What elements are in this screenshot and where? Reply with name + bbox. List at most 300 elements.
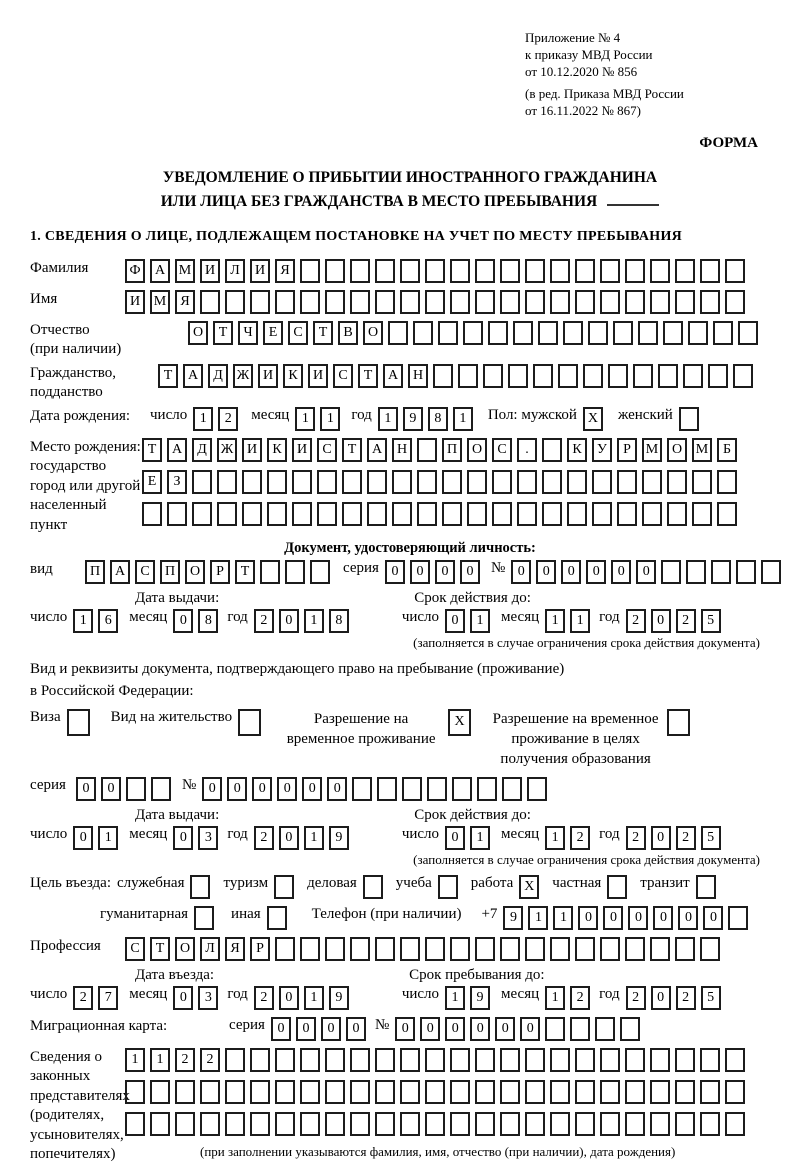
char-cell[interactable] xyxy=(433,364,453,388)
char-cell[interactable] xyxy=(625,1048,645,1072)
char-cell[interactable]: 0 xyxy=(252,777,272,801)
char-cell[interactable] xyxy=(642,502,662,526)
char-cell[interactable] xyxy=(700,1048,720,1072)
char-cell[interactable] xyxy=(550,1080,570,1104)
char-cell[interactable]: 0 xyxy=(628,906,648,930)
char-cell[interactable] xyxy=(600,259,620,283)
char-cell[interactable] xyxy=(725,1080,745,1104)
char-cell[interactable] xyxy=(325,1048,345,1072)
char-cell[interactable] xyxy=(400,1080,420,1104)
char-cell[interactable] xyxy=(400,1048,420,1072)
char-cell[interactable]: 2 xyxy=(570,826,590,850)
char-cell[interactable]: 1 xyxy=(295,407,315,431)
char-cell[interactable]: 0 xyxy=(76,777,96,801)
char-cell[interactable]: 0 xyxy=(536,560,556,584)
char-cell[interactable] xyxy=(325,1112,345,1136)
char-cell[interactable]: И xyxy=(242,438,262,462)
char-cell[interactable]: Т xyxy=(142,438,162,462)
char-cell[interactable]: 1 xyxy=(304,609,324,633)
char-cell[interactable]: 0 xyxy=(445,1017,465,1041)
char-cell[interactable]: 2 xyxy=(254,986,274,1010)
char-cell[interactable]: 0 xyxy=(173,986,193,1010)
char-cell[interactable]: 0 xyxy=(173,826,193,850)
char-cell[interactable]: Ж xyxy=(233,364,253,388)
char-cell[interactable] xyxy=(458,364,478,388)
char-cell[interactable] xyxy=(675,290,695,314)
char-cell[interactable] xyxy=(367,502,387,526)
char-cell[interactable]: Т xyxy=(150,937,170,961)
char-cell[interactable] xyxy=(728,906,748,930)
char-cell[interactable]: 0 xyxy=(651,609,671,633)
char-cell[interactable] xyxy=(450,937,470,961)
char-cell[interactable] xyxy=(300,937,320,961)
char-cell[interactable] xyxy=(375,1080,395,1104)
char-cell[interactable]: 2 xyxy=(175,1048,195,1072)
char-cell[interactable] xyxy=(650,290,670,314)
char-cell[interactable] xyxy=(151,777,171,801)
char-cell[interactable]: 2 xyxy=(626,609,646,633)
char-cell[interactable] xyxy=(300,290,320,314)
char-cell[interactable] xyxy=(300,1112,320,1136)
char-cell[interactable] xyxy=(708,364,728,388)
char-cell[interactable] xyxy=(661,560,681,584)
char-cell[interactable] xyxy=(492,502,512,526)
char-cell[interactable]: Н xyxy=(392,438,412,462)
char-cell[interactable] xyxy=(325,937,345,961)
char-cell[interactable]: 1 xyxy=(150,1048,170,1072)
char-cell[interactable]: 3 xyxy=(198,826,218,850)
char-cell[interactable] xyxy=(150,1080,170,1104)
char-cell[interactable]: Н xyxy=(408,364,428,388)
char-cell[interactable]: 0 xyxy=(385,560,405,584)
char-cell[interactable] xyxy=(377,777,397,801)
char-cell[interactable]: О xyxy=(667,438,687,462)
char-cell[interactable]: 0 xyxy=(636,560,656,584)
char-cell[interactable]: М xyxy=(692,438,712,462)
char-cell[interactable]: 2 xyxy=(570,986,590,1010)
char-cell[interactable]: И xyxy=(292,438,312,462)
char-cell[interactable]: 0 xyxy=(511,560,531,584)
char-cell[interactable] xyxy=(425,1112,445,1136)
char-cell[interactable]: 0 xyxy=(420,1017,440,1041)
char-cell[interactable] xyxy=(613,321,633,345)
char-cell[interactable]: 1 xyxy=(553,906,573,930)
char-cell[interactable] xyxy=(260,560,280,584)
char-cell[interactable]: 3 xyxy=(198,986,218,1010)
char-cell[interactable] xyxy=(225,1080,245,1104)
char-cell[interactable] xyxy=(633,364,653,388)
char-cell[interactable] xyxy=(275,937,295,961)
char-cell[interactable]: Ф xyxy=(125,259,145,283)
char-cell[interactable]: 2 xyxy=(254,609,274,633)
char-cell[interactable] xyxy=(450,1048,470,1072)
char-cell[interactable] xyxy=(217,470,237,494)
char-cell[interactable] xyxy=(225,1048,245,1072)
char-cell[interactable] xyxy=(533,364,553,388)
char-cell[interactable] xyxy=(275,290,295,314)
char-cell[interactable] xyxy=(267,470,287,494)
char-cell[interactable] xyxy=(667,502,687,526)
char-cell[interactable] xyxy=(425,259,445,283)
char-cell[interactable]: С xyxy=(492,438,512,462)
char-cell[interactable]: 5 xyxy=(701,609,721,633)
char-cell[interactable]: 0 xyxy=(101,777,121,801)
char-cell[interactable] xyxy=(650,937,670,961)
char-cell[interactable] xyxy=(292,470,312,494)
char-cell[interactable] xyxy=(700,259,720,283)
char-cell[interactable] xyxy=(402,777,422,801)
char-cell[interactable] xyxy=(620,1017,640,1041)
char-cell[interactable]: К xyxy=(567,438,587,462)
char-cell[interactable] xyxy=(575,1112,595,1136)
char-cell[interactable] xyxy=(738,321,758,345)
char-cell[interactable] xyxy=(250,1112,270,1136)
char-cell[interactable] xyxy=(350,259,370,283)
char-cell[interactable] xyxy=(500,290,520,314)
char-cell[interactable] xyxy=(517,470,537,494)
char-cell[interactable] xyxy=(242,502,262,526)
char-cell[interactable] xyxy=(650,259,670,283)
char-cell[interactable] xyxy=(527,777,547,801)
char-cell[interactable]: 1 xyxy=(193,407,213,431)
char-cell[interactable] xyxy=(192,470,212,494)
char-cell[interactable] xyxy=(567,470,587,494)
char-cell[interactable]: Т xyxy=(313,321,333,345)
char-cell[interactable]: Ж xyxy=(217,438,237,462)
char-cell[interactable] xyxy=(500,1048,520,1072)
char-cell[interactable] xyxy=(575,1080,595,1104)
char-cell[interactable] xyxy=(675,1080,695,1104)
char-cell[interactable] xyxy=(67,709,90,736)
char-cell[interactable] xyxy=(413,321,433,345)
char-cell[interactable] xyxy=(292,502,312,526)
char-cell[interactable] xyxy=(300,259,320,283)
char-cell[interactable] xyxy=(525,1112,545,1136)
char-cell[interactable] xyxy=(217,502,237,526)
char-cell[interactable]: П xyxy=(442,438,462,462)
char-cell[interactable] xyxy=(450,1112,470,1136)
char-cell[interactable] xyxy=(475,1048,495,1072)
char-cell[interactable] xyxy=(558,364,578,388)
char-cell[interactable] xyxy=(725,1048,745,1072)
char-cell[interactable] xyxy=(717,502,737,526)
char-cell[interactable] xyxy=(502,777,522,801)
char-cell[interactable] xyxy=(550,259,570,283)
char-cell[interactable]: Т xyxy=(158,364,178,388)
char-cell[interactable] xyxy=(563,321,583,345)
char-cell[interactable] xyxy=(675,1112,695,1136)
char-cell[interactable] xyxy=(700,1112,720,1136)
char-cell[interactable]: М xyxy=(642,438,662,462)
char-cell[interactable]: X xyxy=(448,709,471,736)
char-cell[interactable]: 0 xyxy=(346,1017,366,1041)
char-cell[interactable] xyxy=(617,502,637,526)
char-cell[interactable] xyxy=(600,1048,620,1072)
char-cell[interactable]: 9 xyxy=(329,826,349,850)
char-cell[interactable]: Я xyxy=(175,290,195,314)
char-cell[interactable] xyxy=(675,1048,695,1072)
char-cell[interactable] xyxy=(736,560,756,584)
char-cell[interactable] xyxy=(761,560,781,584)
char-cell[interactable] xyxy=(275,1048,295,1072)
char-cell[interactable] xyxy=(452,777,472,801)
char-cell[interactable]: 1 xyxy=(545,609,565,633)
char-cell[interactable]: С xyxy=(317,438,337,462)
char-cell[interactable] xyxy=(175,1080,195,1104)
char-cell[interactable] xyxy=(542,438,562,462)
char-cell[interactable] xyxy=(725,259,745,283)
char-cell[interactable]: А xyxy=(383,364,403,388)
char-cell[interactable] xyxy=(225,290,245,314)
char-cell[interactable] xyxy=(550,290,570,314)
char-cell[interactable]: 0 xyxy=(460,560,480,584)
char-cell[interactable] xyxy=(242,470,262,494)
char-cell[interactable] xyxy=(375,259,395,283)
char-cell[interactable] xyxy=(425,290,445,314)
char-cell[interactable]: X xyxy=(519,875,539,899)
char-cell[interactable]: 1 xyxy=(470,826,490,850)
char-cell[interactable]: 0 xyxy=(651,826,671,850)
char-cell[interactable] xyxy=(725,290,745,314)
char-cell[interactable]: 0 xyxy=(410,560,430,584)
char-cell[interactable] xyxy=(592,470,612,494)
char-cell[interactable] xyxy=(525,1080,545,1104)
char-cell[interactable] xyxy=(467,502,487,526)
char-cell[interactable] xyxy=(638,321,658,345)
char-cell[interactable]: 2 xyxy=(626,826,646,850)
char-cell[interactable] xyxy=(675,937,695,961)
char-cell[interactable]: 2 xyxy=(676,986,696,1010)
char-cell[interactable]: 0 xyxy=(603,906,623,930)
char-cell[interactable] xyxy=(696,875,716,899)
char-cell[interactable]: 0 xyxy=(202,777,222,801)
char-cell[interactable]: 0 xyxy=(227,777,247,801)
char-cell[interactable] xyxy=(350,937,370,961)
char-cell[interactable]: X xyxy=(583,407,603,431)
char-cell[interactable] xyxy=(567,502,587,526)
char-cell[interactable] xyxy=(625,1112,645,1136)
char-cell[interactable] xyxy=(463,321,483,345)
char-cell[interactable]: 8 xyxy=(198,609,218,633)
char-cell[interactable] xyxy=(392,470,412,494)
char-cell[interactable]: А xyxy=(367,438,387,462)
char-cell[interactable]: 1 xyxy=(73,609,93,633)
char-cell[interactable] xyxy=(392,502,412,526)
char-cell[interactable] xyxy=(475,1080,495,1104)
char-cell[interactable] xyxy=(663,321,683,345)
char-cell[interactable]: 0 xyxy=(651,986,671,1010)
char-cell[interactable]: 2 xyxy=(254,826,274,850)
char-cell[interactable]: 0 xyxy=(470,1017,490,1041)
char-cell[interactable]: 1 xyxy=(545,826,565,850)
char-cell[interactable] xyxy=(400,259,420,283)
char-cell[interactable] xyxy=(700,290,720,314)
char-cell[interactable] xyxy=(425,1048,445,1072)
char-cell[interactable] xyxy=(700,937,720,961)
char-cell[interactable] xyxy=(125,1080,145,1104)
char-cell[interactable]: С xyxy=(288,321,308,345)
char-cell[interactable]: 0 xyxy=(586,560,606,584)
char-cell[interactable] xyxy=(575,290,595,314)
char-cell[interactable]: А xyxy=(150,259,170,283)
char-cell[interactable] xyxy=(475,937,495,961)
char-cell[interactable] xyxy=(692,502,712,526)
char-cell[interactable] xyxy=(483,364,503,388)
char-cell[interactable]: 2 xyxy=(200,1048,220,1072)
char-cell[interactable] xyxy=(575,1048,595,1072)
char-cell[interactable]: И xyxy=(308,364,328,388)
char-cell[interactable] xyxy=(688,321,708,345)
char-cell[interactable]: 2 xyxy=(218,407,238,431)
char-cell[interactable] xyxy=(683,364,703,388)
char-cell[interactable] xyxy=(525,1048,545,1072)
char-cell[interactable]: 8 xyxy=(428,407,448,431)
char-cell[interactable]: Т xyxy=(235,560,255,584)
char-cell[interactable]: А xyxy=(110,560,130,584)
char-cell[interactable] xyxy=(717,470,737,494)
char-cell[interactable] xyxy=(588,321,608,345)
char-cell[interactable]: 9 xyxy=(403,407,423,431)
char-cell[interactable]: Р xyxy=(617,438,637,462)
char-cell[interactable]: О xyxy=(363,321,383,345)
char-cell[interactable] xyxy=(375,1112,395,1136)
char-cell[interactable]: 1 xyxy=(445,986,465,1010)
char-cell[interactable] xyxy=(538,321,558,345)
char-cell[interactable] xyxy=(575,937,595,961)
char-cell[interactable] xyxy=(417,502,437,526)
char-cell[interactable] xyxy=(250,1048,270,1072)
char-cell[interactable] xyxy=(352,777,372,801)
char-cell[interactable]: С xyxy=(135,560,155,584)
char-cell[interactable]: А xyxy=(167,438,187,462)
char-cell[interactable] xyxy=(679,407,699,431)
char-cell[interactable]: 5 xyxy=(701,826,721,850)
char-cell[interactable]: К xyxy=(267,438,287,462)
char-cell[interactable] xyxy=(686,560,706,584)
char-cell[interactable]: 1 xyxy=(320,407,340,431)
char-cell[interactable]: 2 xyxy=(676,609,696,633)
char-cell[interactable] xyxy=(667,709,690,736)
char-cell[interactable] xyxy=(267,502,287,526)
char-cell[interactable] xyxy=(238,709,261,736)
char-cell[interactable]: 0 xyxy=(73,826,93,850)
char-cell[interactable]: У xyxy=(592,438,612,462)
char-cell[interactable] xyxy=(733,364,753,388)
char-cell[interactable]: Я xyxy=(225,937,245,961)
char-cell[interactable] xyxy=(608,364,628,388)
char-cell[interactable] xyxy=(126,777,146,801)
char-cell[interactable]: 0 xyxy=(578,906,598,930)
char-cell[interactable] xyxy=(725,1112,745,1136)
char-cell[interactable] xyxy=(417,470,437,494)
char-cell[interactable] xyxy=(375,1048,395,1072)
char-cell[interactable] xyxy=(500,1112,520,1136)
char-cell[interactable]: Д xyxy=(208,364,228,388)
char-cell[interactable]: Р xyxy=(250,937,270,961)
char-cell[interactable]: 9 xyxy=(470,986,490,1010)
char-cell[interactable] xyxy=(542,502,562,526)
char-cell[interactable] xyxy=(350,1048,370,1072)
char-cell[interactable]: 7 xyxy=(98,986,118,1010)
char-cell[interactable] xyxy=(275,1112,295,1136)
char-cell[interactable]: Е xyxy=(263,321,283,345)
char-cell[interactable]: О xyxy=(175,937,195,961)
char-cell[interactable]: 0 xyxy=(520,1017,540,1041)
char-cell[interactable]: В xyxy=(338,321,358,345)
char-cell[interactable] xyxy=(650,1112,670,1136)
char-cell[interactable] xyxy=(450,290,470,314)
char-cell[interactable]: 0 xyxy=(271,1017,291,1041)
char-cell[interactable]: М xyxy=(175,259,195,283)
char-cell[interactable]: 5 xyxy=(701,986,721,1010)
char-cell[interactable]: Я xyxy=(275,259,295,283)
char-cell[interactable] xyxy=(650,1048,670,1072)
char-cell[interactable] xyxy=(658,364,678,388)
char-cell[interactable] xyxy=(600,290,620,314)
char-cell[interactable] xyxy=(583,364,603,388)
char-cell[interactable] xyxy=(275,1080,295,1104)
char-cell[interactable] xyxy=(325,259,345,283)
char-cell[interactable]: 0 xyxy=(279,826,299,850)
char-cell[interactable]: Т xyxy=(342,438,362,462)
char-cell[interactable] xyxy=(250,1080,270,1104)
char-cell[interactable] xyxy=(550,1048,570,1072)
char-cell[interactable] xyxy=(550,1112,570,1136)
char-cell[interactable] xyxy=(190,875,210,899)
char-cell[interactable]: С xyxy=(333,364,353,388)
char-cell[interactable] xyxy=(194,906,214,930)
char-cell[interactable]: Ч xyxy=(238,321,258,345)
char-cell[interactable]: 1 xyxy=(304,986,324,1010)
char-cell[interactable]: 0 xyxy=(445,609,465,633)
char-cell[interactable] xyxy=(525,290,545,314)
char-cell[interactable] xyxy=(350,290,370,314)
char-cell[interactable] xyxy=(225,1112,245,1136)
char-cell[interactable] xyxy=(375,290,395,314)
char-cell[interactable] xyxy=(450,259,470,283)
char-cell[interactable]: 0 xyxy=(653,906,673,930)
char-cell[interactable] xyxy=(427,777,447,801)
char-cell[interactable]: 0 xyxy=(296,1017,316,1041)
char-cell[interactable]: Л xyxy=(225,259,245,283)
char-cell[interactable]: П xyxy=(160,560,180,584)
char-cell[interactable]: 9 xyxy=(329,986,349,1010)
char-cell[interactable]: О xyxy=(185,560,205,584)
char-cell[interactable] xyxy=(250,290,270,314)
char-cell[interactable] xyxy=(513,321,533,345)
char-cell[interactable] xyxy=(425,937,445,961)
char-cell[interactable]: 1 xyxy=(453,407,473,431)
char-cell[interactable]: 0 xyxy=(611,560,631,584)
char-cell[interactable] xyxy=(438,321,458,345)
char-cell[interactable] xyxy=(350,1080,370,1104)
char-cell[interactable]: 1 xyxy=(545,986,565,1010)
char-cell[interactable]: С xyxy=(125,937,145,961)
char-cell[interactable] xyxy=(425,1080,445,1104)
char-cell[interactable] xyxy=(388,321,408,345)
char-cell[interactable] xyxy=(592,502,612,526)
char-cell[interactable]: А xyxy=(183,364,203,388)
char-cell[interactable]: Б xyxy=(717,438,737,462)
char-cell[interactable]: О xyxy=(188,321,208,345)
char-cell[interactable]: О xyxy=(467,438,487,462)
char-cell[interactable] xyxy=(475,259,495,283)
char-cell[interactable] xyxy=(700,1080,720,1104)
char-cell[interactable]: 1 xyxy=(528,906,548,930)
char-cell[interactable] xyxy=(400,937,420,961)
char-cell[interactable]: М xyxy=(150,290,170,314)
char-cell[interactable] xyxy=(692,470,712,494)
